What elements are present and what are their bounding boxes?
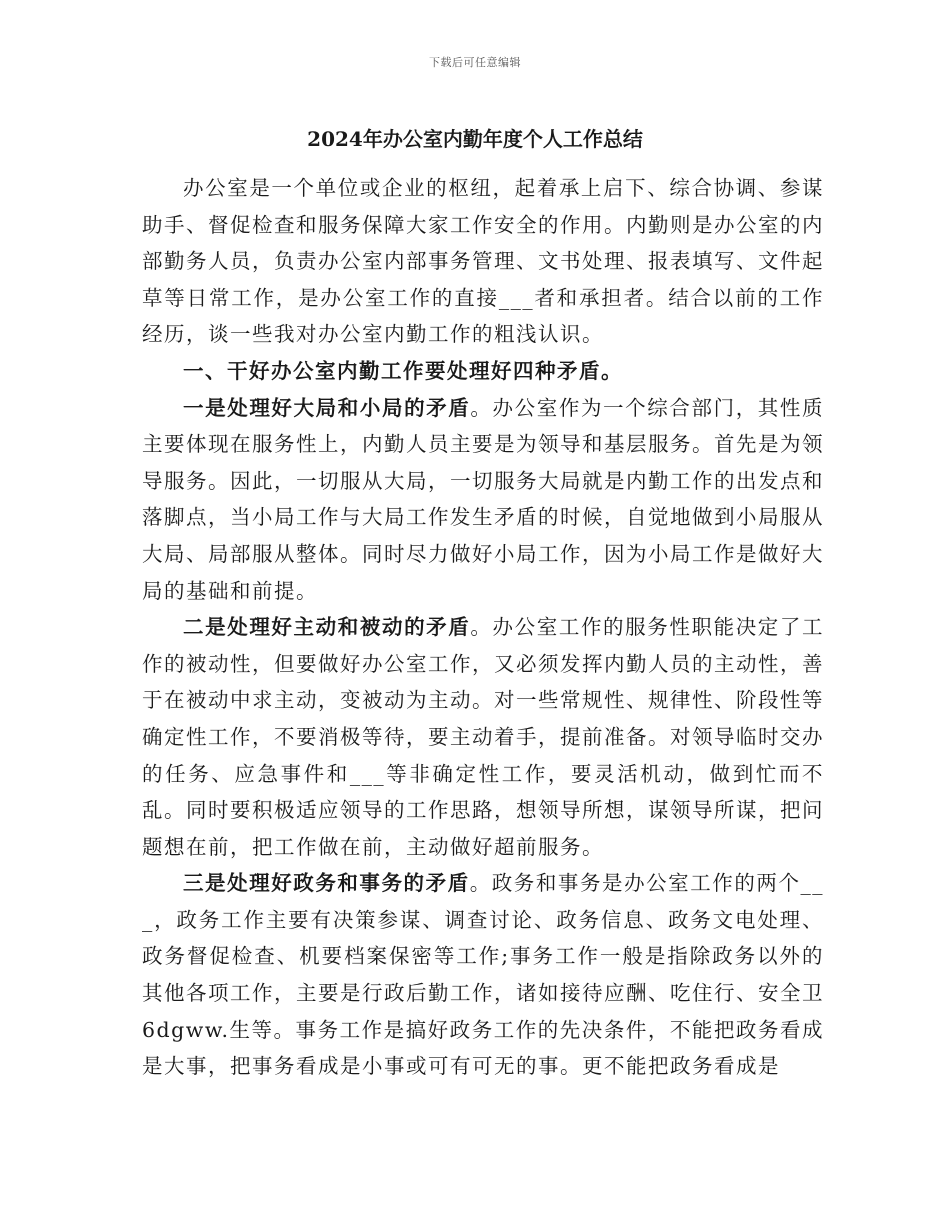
- header-note: 下载后可任意编辑: [429, 56, 521, 69]
- paragraph-3: [142, 865, 824, 1085]
- paragraph-3-text: 。政务和事务是办公室工作的两个___，政务工作主要有决策参谋、调查讨论、政务信息、政务文电处理、政务督促检查、机要档案保密等工作;事务工作一般是指除政务以外的其他各项工作，主要是行政后勤工作，诸如接待应酬、吃住行、安全卫6dgww.生等。事务工作是搞好政务工作的先决条件，不能把政务看成是大事，把事务看成是小事或可有可无的事。更不能把政务看成是: [142, 871, 825, 1079]
- paragraph-3-lead: 三是处理好政务和事务的矛盾: [183, 871, 470, 896]
- document-title: 2024年办公室内勤年度个人工作总结: [307, 127, 643, 151]
- paragraph-1-lead: 一是处理好大局和小局的矛盾: [183, 395, 471, 420]
- document-body: [142, 170, 824, 1085]
- paragraph-2-lead: 二是处理好主动和被动的矛盾: [183, 615, 471, 640]
- paragraph-2-text: 。办公室工作的服务性职能决定了工作的被动性，但要做好办公室工作，又必须发挥内勤人员的主动性，善于在被动中求主动，变被动为主动。对一些常规性、规律性、阶段性等确定性工作，不要消极等待，要主动着手，提前准备。对领导临时交办的任务、应急事件和___等非确定性工作，要灵活机动，做到忙而不乱。同时要积极适应领导的工作思路，想领导所想，谋领导所谋，把问题想在前，把工作做在前，主动做好超前服务。: [142, 615, 825, 859]
- paragraph-1-text: 。办公室作为一个综合部门，其性质主要体现在服务性上，内勤人员主要是为领导和基层服务。首先是为领导服务。因此，一切服从大局，一切服务大局就是内勤工作的出发点和落脚点，当小局工作与大局工作发生矛盾的时候，自觉地做到小局服从大局、局部服从整体。同时尽力做好小局工作，因为小局工作是做好大局的基础和前提。: [142, 395, 825, 603]
- section-heading: 一、干好办公室内勤工作要处理好四种矛盾。: [183, 358, 623, 383]
- paragraph-intro: 办公室是一个单位或企业的枢纽，起着承上启下、综合协调、参谋助手、督促检查和服务保障大家工作安全的作用。内勤则是办公室的内部勤务人员，负责办公室内部事务管理、文书处理、报表填写、文件起草等日常工作，是办公室工作的直接___者和承担者。结合以前的工作经历，谈一些我对办公室内勤工作的粗浅认识。: [142, 176, 824, 347]
- paragraph-2: [142, 609, 824, 865]
- paragraph-1: [142, 390, 824, 610]
